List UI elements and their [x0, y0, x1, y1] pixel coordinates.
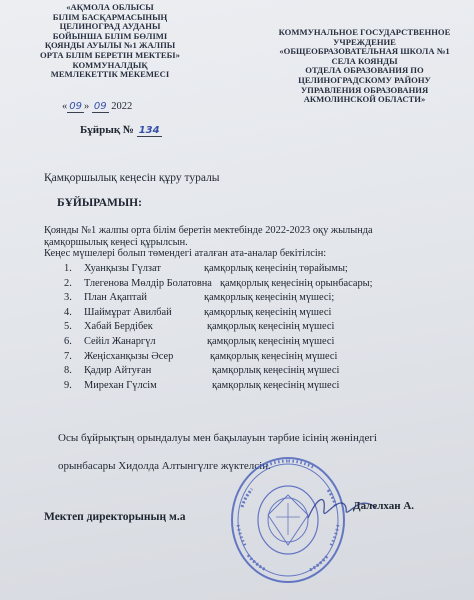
- member-number: 2.: [64, 277, 72, 289]
- header-left-line: ОРТА БІЛІМ БЕРЕТІН МЕКТЕБІ»: [40, 49, 180, 60]
- header-right-line: УЧРЕЖДЕНИЕ: [333, 36, 396, 47]
- list-item: [64, 263, 464, 278]
- member-number: 1.: [64, 263, 72, 274]
- member-name: Тлегенова Мөлдір Болатовна: [84, 277, 212, 289]
- header-russian: [262, 28, 467, 105]
- header-left-line: ҚОЯНДЫ АУЫЛЫ №1 ЖАЛПЫ: [44, 40, 176, 51]
- member-name: Жеңісханқызы Әсер: [84, 350, 174, 362]
- closing-line-2: орынбасары Хидолда Алтынгүлге жүктелсін.: [58, 460, 271, 472]
- list-item: [64, 307, 464, 322]
- header-right-line: «ОБЩЕОБРАЗОВАТЕЛЬНАЯ ШКОЛА №1: [279, 46, 450, 57]
- member-number: 8.: [64, 365, 72, 377]
- order-paragraph: [44, 225, 464, 260]
- header-right-line: СЕЛА КОЯНДЫ: [331, 55, 398, 66]
- header-left-line: КОММУНАЛДЫҚ: [72, 59, 148, 70]
- member-number: 5.: [64, 321, 72, 333]
- paragraph-line: Қоянды №1 жалпы орта білім беретін мектебінде 2022-2023 оқу жылында: [44, 225, 373, 236]
- list-item: [64, 380, 464, 395]
- date-day: 09: [69, 101, 82, 112]
- order-number: 134: [138, 125, 160, 136]
- order-subject: Қамқоршылық кеңесін құру туралы: [44, 172, 220, 184]
- list-item: [64, 278, 464, 293]
- member-name: Хабай Бердібек: [84, 321, 153, 333]
- header-left-line: ЦЕЛИНОГРАД АУДАНЫ: [59, 21, 161, 32]
- member-role: қамқорлық кеңесінің мүшесі: [204, 306, 332, 318]
- document-date: [62, 101, 132, 113]
- member-role: қамқорлық кеңесінің мүшесі: [212, 365, 340, 377]
- header-right-line: ЦЕЛИНОГРАДСКОМУ РАЙОНУ: [298, 74, 431, 85]
- member-role: қамқорлық кеңесінің мүшесі: [210, 350, 338, 362]
- date-close-quote: »: [83, 101, 90, 112]
- order-command: БҰЙЫРАМЫН:: [57, 197, 142, 209]
- list-item: [64, 336, 464, 351]
- date-month-field: [92, 101, 109, 113]
- header-right-line: АКМОЛИНСКОЙ ОБЛАСТИ»: [303, 94, 426, 105]
- members-list: [64, 263, 464, 394]
- order-label: Бұйрық №: [80, 124, 134, 136]
- signer-name: Далелхан А.: [353, 500, 415, 512]
- member-number: 3.: [64, 292, 72, 304]
- date-open-quote: «: [62, 101, 68, 112]
- header-left-line: «АҚМОЛА ОБЛЫСЫ: [66, 2, 154, 12]
- member-role: қамқорлық кеңесінің мүшесі: [212, 379, 340, 391]
- header-right-line: КОММУНАЛЬНОЕ ГОСУДАРСТВЕННОЕ: [278, 27, 451, 37]
- header-kazakh: [20, 3, 200, 80]
- member-role: қамқорлық кеңесінің мүшесі: [207, 335, 335, 347]
- list-item: [64, 351, 464, 366]
- header-left-line: МЕМЛЕКЕТТІК МЕКЕМЕСІ: [50, 69, 170, 80]
- order-number-line: [80, 124, 162, 137]
- date-year: 2022: [111, 101, 133, 112]
- member-number: 9.: [64, 379, 72, 391]
- member-role: қамқорлық кеңесінің төрайымы;: [204, 263, 348, 274]
- member-role: қамқорлық кеңесінің мүшесі;: [204, 292, 335, 304]
- paragraph-line: Кеңес мүшелері болып төмендегі аталған ата-аналар бекітілсін:: [44, 248, 327, 259]
- member-name: Хуанқызы Гүлзат: [84, 263, 161, 274]
- member-number: 7.: [64, 350, 72, 362]
- member-name: Мирехан Гүлсім: [84, 379, 157, 391]
- member-role: қамқорлық кеңесінің орынбасары;: [220, 277, 373, 289]
- header-left-line: БІЛІМ БАСҚАРМАСЫНЫҢ: [52, 11, 168, 22]
- member-number: 6.: [64, 335, 72, 347]
- member-name: Шаймұрат Авилбай: [84, 306, 172, 318]
- member-number: 4.: [64, 306, 72, 318]
- date-day-field: [67, 101, 84, 113]
- order-number-field: [137, 124, 162, 137]
- list-item: [64, 365, 464, 380]
- closing-line-1: Осы бұйрықтың орындалуы мен бақылауын тәрбие ісінің жөніндегі: [58, 432, 377, 444]
- member-name: План Ақаптай: [84, 292, 147, 304]
- member-role: қамқорлық кеңесінің мүшесі: [207, 321, 335, 333]
- signature-position: Мектеп директорының м.а: [44, 511, 186, 523]
- header-right-line: ОТДЕЛА ОБРАЗОВАНИЯ ПО: [305, 65, 424, 76]
- paragraph-line: қамқоршылық кеңесі құрылсын.: [44, 236, 188, 248]
- list-item: [64, 292, 464, 307]
- member-name: Қадир Айтуған: [84, 365, 152, 377]
- member-name: Сейіл Жанаргүл: [84, 335, 156, 347]
- date-month: 09: [93, 101, 107, 112]
- list-item: [64, 321, 464, 336]
- header-right-line: УПРАВЛЕНИЯ ОБРАЗОВАНИЯ: [300, 84, 429, 95]
- header-left-line: БОЙЫНША БІЛІМ БӨЛІМІ: [52, 30, 168, 41]
